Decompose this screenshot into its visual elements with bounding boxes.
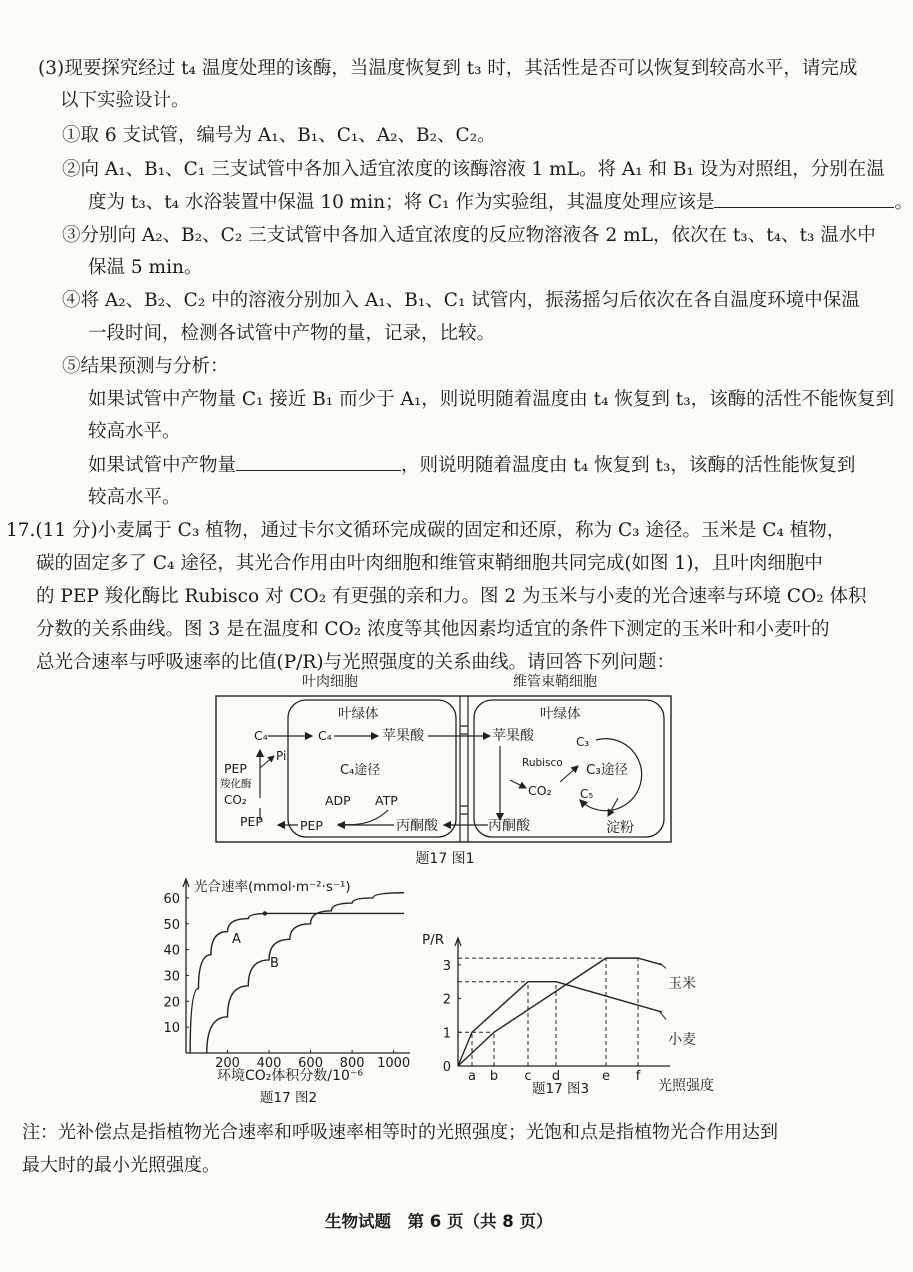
fig3-corn-leader [660,963,666,968]
malate-mesophyll: 苹果酸 [382,728,424,744]
c3-pathway-label: C₃途径 [586,762,628,778]
fig2-y-tick-label: 20 [163,995,180,1011]
q3-step3-line2: 保温 5 min。 [88,257,203,278]
fig2-saturation-point [263,911,267,915]
q3-intro-line2: 以下实验设计。 [60,90,190,111]
page-footer: 生物试题 第 6 页（共 8 页） [325,1212,553,1231]
fig3-x-tick-label-f: f [635,1069,641,1084]
q3-step4-line1: ④将 A₂、B₂、C₂ 中的溶液分别加入 A₁、B₁、C₁ 试管内，振荡摇匀后依次在各自温度环境中保温 [62,290,860,311]
fig2-y-tick-label: 30 [163,969,180,985]
fig2-xlabel: 环境CO₂体积分数/10⁻⁶ [217,1068,363,1084]
q3-step2-end: 。 [894,192,913,213]
fig3-x-tick-label-b: b [489,1069,499,1084]
fig2-x-tick-label: 1000 [377,1056,411,1071]
bundle-chloroplast-label: 叶绿体 [540,706,581,722]
q3-result2-line1 [88,452,855,479]
fig3-ylabel: P/R [422,932,445,948]
fig2-caption: 题17 图2 [260,1090,318,1106]
malate-bundle-sheath: 苹果酸 [492,728,534,744]
c4-cytoplasm: C₄ [254,728,268,743]
pyruvate-bundle-sheath: 丙酮酸 [488,818,530,834]
fig3-xlabel: 光照强度 [658,1078,714,1094]
q17-line3: 的 PEP 羧化酶比 Rubisco 对 CO₂ 有更强的亲和力。图 2 为玉米与小麦的光合速率与环境 CO₂ 体积 [36,586,867,607]
figure-1-c4-diagram [210,670,680,870]
fig3-series-corn [458,958,662,1066]
fig3-wheat-leader [660,1012,666,1019]
q17-line5: 总光合速率与呼吸速率的比值(P/R)与光照强度的关系曲线。请回答下列问题： [36,652,676,673]
pep-label-bottom: PEP [240,814,263,829]
figure-2-chart [150,875,420,1105]
fig3-y-tick-label: 3 [442,958,451,974]
fig2-y-tick-label: 60 [163,891,180,907]
fig3-x-tick-label-d: d [551,1069,561,1084]
fig2-ylabel: 光合速率(mmol·m⁻²·s⁻¹) [194,879,351,895]
mesophyll-chloroplast-label: 叶绿体 [338,706,379,722]
fig2-x-tick-label: 800 [339,1056,365,1071]
fig3-curves [458,958,666,1066]
q3-result2-line2: 较高水平。 [88,487,181,508]
figure-3-chart [410,930,740,1100]
q3-step4-line2: 一段时间，检测各试管中产物的量，记录，比较。 [88,323,496,344]
fig2-curves [190,893,404,1053]
pyruvate-mesophyll: 丙酮酸 [396,818,438,834]
atp-label: ATP [375,793,398,808]
fig2-x-tick-label: 400 [256,1056,282,1071]
fig3-x-tick-label-c: c [524,1069,532,1084]
rubisco-label: Rubisco [522,757,563,769]
q3-step2-line2 [88,189,913,216]
fig3-y-tick-label: 0 [442,1060,451,1075]
fig3-series-wheat [458,982,662,1066]
c4-pathway-label: C₄途径 [340,763,381,778]
c3-label: C₃ [576,735,590,749]
co2-bundle-sheath: CO₂ [528,783,552,798]
pep-carboxylase-label: 羧化酶 [220,778,252,790]
q3-result2-post: ，则说明随着温度由 t₄ 恢复到 t₃，该酶的活性能恢复到 [401,455,856,476]
fig2-x-tick-label: 200 [215,1056,240,1071]
q3-step3-line1: ③分别向 A₂、B₂、C₂ 三支试管中各加入适宜浓度的反应物溶液各 2 mL，依次在 t₃、t₄、t₃ 温水中 [62,225,876,246]
fig2-axes [163,879,410,1071]
figure-1-caption: 题17 图1 [415,851,475,867]
q3-step2-text: 度为 t₃、t₄ 水浴装置中保温 10 min；将 C₁ 作为实验组，其温度处理应该是 [88,192,715,213]
fig3-y-tick-label: 1 [442,1026,451,1042]
fig3-x-tick-label-e: e [602,1069,610,1084]
c5-label: C₅ [580,787,594,801]
q3-result2-pre: 如果试管中产物量 [88,455,237,476]
mesophyll-cell-label: 叶肉细胞 [302,674,358,690]
bundle-sheath-cell-label: 维管束鞘细胞 [513,674,597,690]
q17-line4: 分数的关系曲线。图 3 是在温度和 CO₂ 浓度等其他因素均适宜的条件下测定的玉米叶和小麦叶的 [36,619,830,640]
q17-line1: 17.(11 分)小麦属于 C₃ 植物，通过卡尔文循环完成碳的固定和还原，称为 C₃ 途径。玉米是 C₄ 植物， [6,520,846,541]
fig3-x-tick-label-a: a [468,1069,476,1084]
pep-label-top: PEP [224,761,247,776]
fig3-corn-label: 玉米 [668,976,696,992]
fig2-series-B [207,893,404,1053]
fig3-wheat-label: 小麦 [668,1032,696,1048]
c4-chloroplast: C₄ [318,728,332,743]
fig2-label-b: B [270,956,279,971]
q3-step2-line1: ②向 A₁、B₁、C₁ 三支试管中各加入适宜浓度的该酶溶液 1 mL。将 A₁ 和 B₁ 设为对照组，分别在温 [62,159,885,180]
q3-result1-line2: 较高水平。 [88,421,181,442]
fig2-x-tick-label: 600 [298,1056,323,1071]
q3-intro-line1: (3)现要探究经过 t₄ 温度处理的该酶，当温度恢复到 t₃ 时，其活性是否可以恢复到较高水平，请完成 [38,58,858,79]
fig2-label-a: A [232,932,241,947]
fig3-caption: 题17 图3 [532,1081,590,1097]
q3-result1-line1: 如果试管中产物量 C₁ 接近 B₁ 而少于 A₁，则说明随着温度由 t₄ 恢复到 t₃，该酶的活性不能恢复到 [88,389,895,410]
fig2-series-A [190,913,404,1053]
q17-line2: 碳的固定多了 C₄ 途径，其光合作用由叶肉细胞和维管束鞘细胞共同完成(如图 1)，且叶肉细胞中 [36,553,823,574]
adp-label: ADP [325,793,351,808]
pep-chloroplast: PEP [300,818,323,833]
starch-label: 淀粉 [606,820,634,836]
co2-mesophyll: CO₂ [224,793,247,807]
answer-blank-1[interactable] [714,189,894,208]
pi-label: Pi [276,749,287,763]
q3-step5: ⑤结果预测与分析： [62,356,229,377]
note-line2: 最大时的最小光照强度。 [22,1155,220,1176]
fig3-y-tick-label: 2 [442,992,451,1008]
answer-blank-2[interactable] [236,452,401,471]
note-line1: 注：光补偿点是指植物光合速率和呼吸速率相等时的光照强度；光饱和点是指植物光合作用达到 [22,1122,778,1143]
q3-step1: ①取 6 支试管，编号为 A₁、B₁、C₁、A₂、B₂、C₂。 [62,125,496,146]
fig2-y-tick-label: 10 [163,1021,180,1037]
fig2-y-tick-label: 40 [163,943,180,959]
fig2-y-tick-label: 50 [163,917,180,933]
